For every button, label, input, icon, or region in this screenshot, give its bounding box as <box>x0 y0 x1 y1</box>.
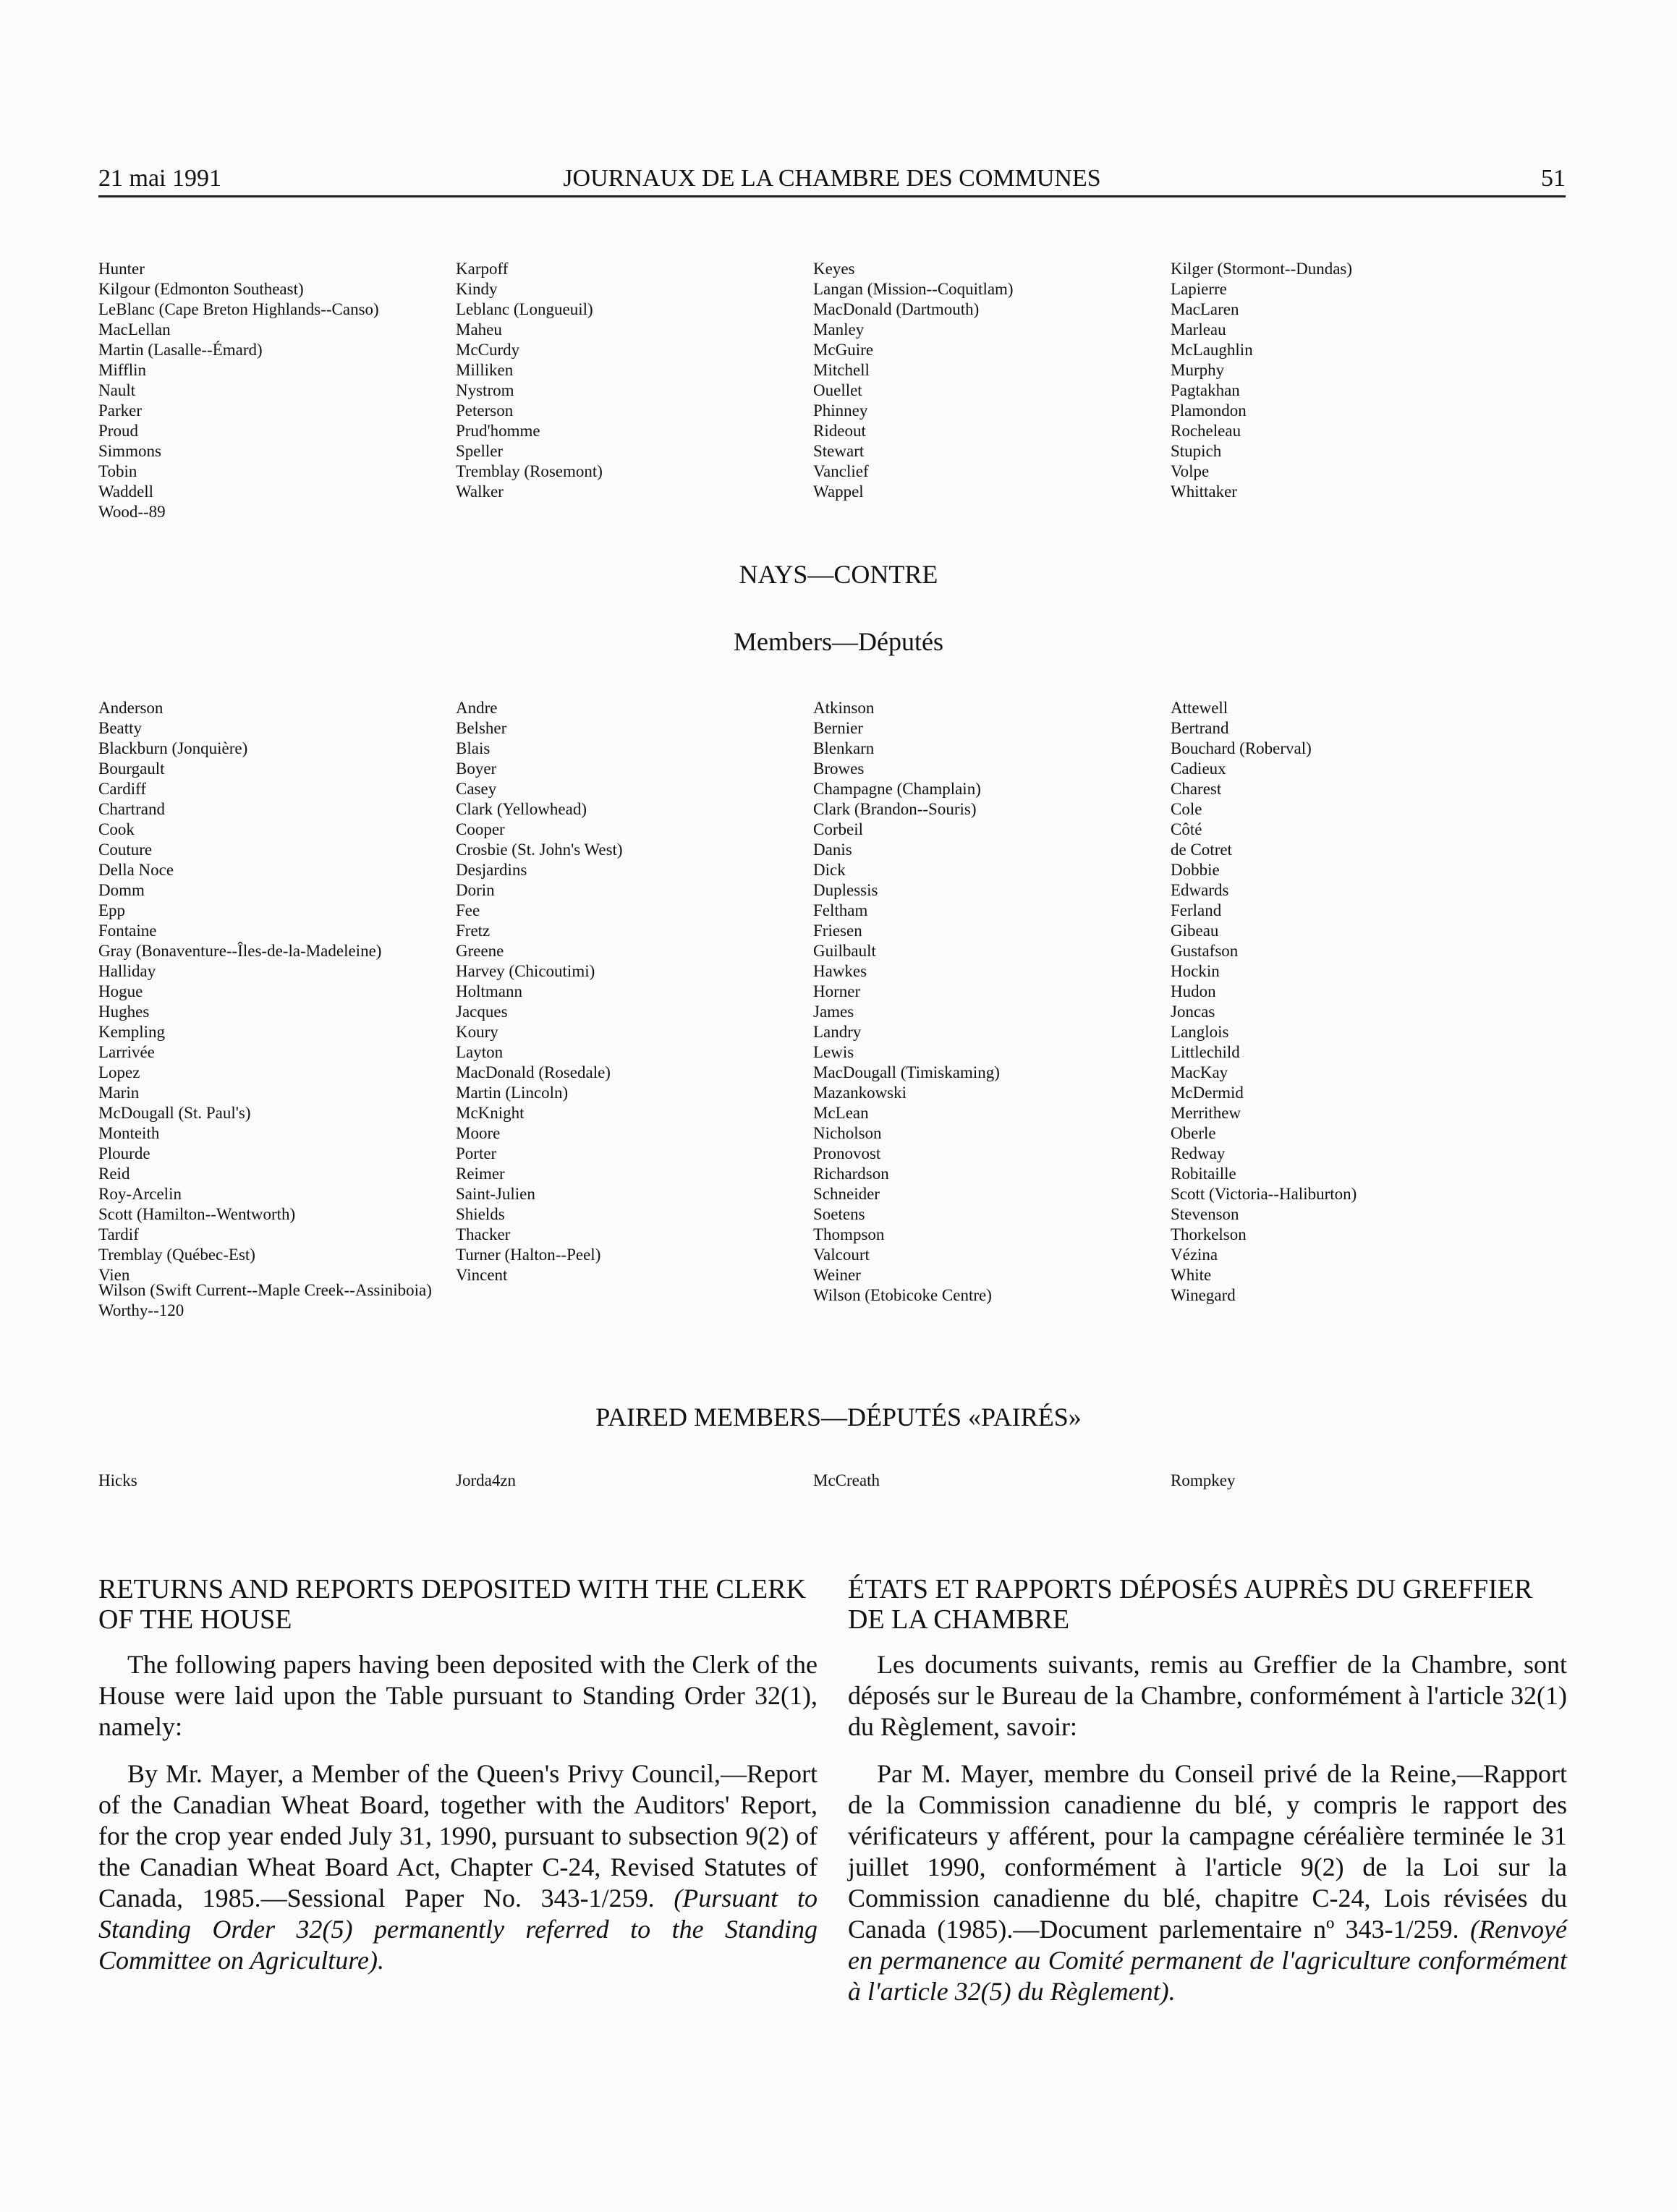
member-name: Thacker <box>456 1225 511 1243</box>
yeas-column <box>1171 259 1528 522</box>
member-name: Merrithew <box>1171 1104 1241 1122</box>
member-name: MacLellan <box>98 320 171 339</box>
member-name: Winegard <box>1171 1286 1236 1304</box>
member-name: Tremblay (Rosemont) <box>456 462 603 480</box>
member-name: Tremblay (Québec-Est) <box>98 1246 255 1264</box>
member-name: Keyes <box>813 260 855 278</box>
member-name: Horner <box>813 982 861 1000</box>
member-name: Cole <box>1171 800 1202 818</box>
english-report-text: By Mr. Mayer, a Member of the Queen's Privy Council,—Report of the Canadian Wheat Board, together with the Auditors' Report, for the crop year ended July 31, 1990, pursuant to subsection 9(2) of the Canadian Wheat Board Act, Chapter C-24, Revised Statutes of Canada, 1985.—Sessional Paper No. 343-1/259. <box>98 1759 818 1913</box>
english-column <box>98 1574 818 1992</box>
member-name: Schneider <box>813 1185 880 1203</box>
member-name: White <box>1171 1266 1212 1284</box>
member-name: Crosbie (St. John's West) <box>456 841 623 859</box>
member-name: McDougall (St. Paul's) <box>98 1104 251 1122</box>
member-name: Wappel <box>813 482 864 501</box>
english-report-paragraph <box>98 1758 818 1976</box>
member-name: Parker <box>98 401 143 420</box>
member-name: Larrivée <box>98 1043 155 1061</box>
member-name: McLean <box>813 1104 869 1122</box>
member-name: Epp <box>98 901 126 919</box>
member-name: Robitaille <box>1171 1165 1236 1183</box>
member-name: de Cotret <box>1171 841 1232 859</box>
member-name: Richardson <box>813 1165 889 1183</box>
paired-member: Rompkey <box>1171 1471 1236 1489</box>
member-name: Layton <box>456 1043 504 1061</box>
member-name: Clark (Yellowhead) <box>456 800 587 818</box>
member-name: Edwards <box>1171 881 1229 899</box>
member-name: Wood--89 <box>98 503 166 521</box>
member-name: Vien <box>98 1266 130 1284</box>
member-name: Friesen <box>813 922 862 940</box>
member-name: Langlois <box>1171 1023 1229 1041</box>
member-name: Ouellet <box>813 381 862 399</box>
member-name: Murphy <box>1171 361 1225 379</box>
member-name: Marin <box>98 1084 140 1102</box>
member-name: Boyer <box>456 760 497 778</box>
french-report-referral: (Renvoyé en permanence au Comité permanent de l'agriculture conformément à l'article 32(5) du Règlement). <box>848 1915 1567 2006</box>
member-name: Vézina <box>1171 1246 1218 1264</box>
member-name: Couture <box>98 841 153 859</box>
member-name: Langan (Mission--Coquitlam) <box>813 280 1014 298</box>
member-name: Fee <box>456 901 480 919</box>
paired-member: McCreath <box>813 1471 880 1489</box>
member-name: Chartrand <box>98 800 165 818</box>
member-name: Desjardins <box>456 861 527 879</box>
header-date: 21 mai 1991 <box>98 165 221 192</box>
member-name: Feltham <box>813 901 868 919</box>
member-name: Dorin <box>456 881 495 899</box>
nays-subheading: Members—Députés <box>734 627 943 656</box>
member-name: Prud'homme <box>456 422 540 440</box>
member-name: Whittaker <box>1171 482 1237 501</box>
french-intro-paragraph: Les documents suivants, remis au Greffier de la Chambre, sont déposés sur le Bureau de la Chambre, conformément à l'article 32(1) du Règlement, savoir: <box>848 1650 1567 1741</box>
member-name: Simmons <box>98 442 161 460</box>
member-name: Halliday <box>98 962 156 980</box>
member-name: Koury <box>456 1023 498 1041</box>
member-name: Gustafson <box>1171 942 1239 960</box>
member-name: Guilbault <box>813 942 876 960</box>
member-name: Nault <box>98 381 136 399</box>
member-name: Tardif <box>98 1225 139 1243</box>
member-name: Casey <box>456 780 497 798</box>
nays-list <box>98 698 1566 1306</box>
member-name: Proud <box>98 422 138 440</box>
page-number: 51 <box>1541 165 1566 192</box>
member-name: Reimer <box>456 1165 505 1183</box>
member-name: Wilson (Etobicoke Centre) <box>813 1286 992 1304</box>
member-name: Cook <box>98 820 135 838</box>
member-name: Hudon <box>1171 982 1216 1000</box>
member-name: Valcourt <box>813 1246 870 1264</box>
member-name: MacKay <box>1171 1063 1228 1081</box>
member-name: Harvey (Chicoutimi) <box>456 962 595 980</box>
nays-column <box>813 698 1171 1306</box>
yeas-continued-list <box>98 259 1566 522</box>
member-name: Waddell <box>98 482 154 501</box>
english-report-referral: (Pursuant to Standing Order 32(5) permanently referred to the Standing Committee on Agriculture). <box>98 1884 818 1975</box>
nays-column <box>456 698 813 1306</box>
member-name: Karpoff <box>456 260 509 278</box>
member-name: Bouchard (Roberval) <box>1171 739 1312 757</box>
member-name: Milliken <box>456 361 514 379</box>
member-name: Dick <box>813 861 846 879</box>
member-name: MacDonald (Rosedale) <box>456 1063 611 1081</box>
member-name: Hawkes <box>813 962 867 980</box>
member-name: Speller <box>456 442 504 460</box>
english-intro-paragraph: The following papers having been deposited with the Clerk of the House were laid upon the Table pursuant to Standing Order 32(1), namely: <box>98 1650 818 1741</box>
member-name: Côté <box>1171 820 1202 838</box>
member-name: Anderson <box>98 699 164 717</box>
member-name: Kempling <box>98 1023 165 1041</box>
member-name: Thompson <box>813 1225 885 1243</box>
member-name: McDermid <box>1171 1084 1244 1102</box>
paired-list <box>98 1471 1566 1490</box>
member-name: MacLaren <box>1171 300 1239 318</box>
member-name: Nystrom <box>456 381 514 399</box>
member-name: MacDougall (Timiskaming) <box>813 1063 1000 1081</box>
member-name: Stupich <box>1171 442 1222 460</box>
member-name: Danis <box>813 841 852 859</box>
french-report-paragraph <box>848 1758 1567 2007</box>
member-name: Kindy <box>456 280 498 298</box>
french-heading: ÉTATS ET RAPPORTS DÉPOSÉS AUPRÈS DU GREFFIER DE LA CHAMBRE <box>848 1574 1533 1635</box>
member-name: Moore <box>456 1124 501 1142</box>
member-name: Champagne (Champlain) <box>813 780 981 798</box>
member-name: Plamondon <box>1171 401 1247 420</box>
page-header <box>98 162 1566 197</box>
member-name: Phinney <box>813 401 868 420</box>
member-name: Gray (Bonaventure--Îles-de-la-Madeleine) <box>98 942 382 960</box>
member-name: Peterson <box>456 401 514 420</box>
member-name: Pronovost <box>813 1144 881 1162</box>
member-name: Jacques <box>456 1003 508 1021</box>
member-name: Browes <box>813 760 865 778</box>
member-name: Volpe <box>1171 462 1210 480</box>
member-name: Walker <box>456 482 504 501</box>
member-name: Kilgour (Edmonton Southeast) <box>98 280 304 298</box>
member-name: Bourgault <box>98 760 165 778</box>
member-name: Duplessis <box>813 881 878 899</box>
member-name: Porter <box>456 1144 497 1162</box>
member-name: Manley <box>813 320 865 339</box>
header-title: JOURNAUX DE LA CHAMBRE DES COMMUNES <box>563 165 1101 192</box>
member-name: Shields <box>456 1205 505 1223</box>
member-name: Fontaine <box>98 922 157 940</box>
member-name: Ferland <box>1171 901 1222 919</box>
member-name: Plourde <box>98 1144 150 1162</box>
member-name: Gibeau <box>1171 922 1219 940</box>
paired-heading: PAIRED MEMBERS—DÉPUTÉS «PAIRÉS» <box>595 1403 1082 1432</box>
member-name: Monteith <box>98 1124 160 1142</box>
member-name: Blenkarn <box>813 739 875 757</box>
member-name: Rocheleau <box>1171 422 1241 440</box>
member-name: Lewis <box>813 1043 854 1061</box>
member-name: Lopez <box>98 1063 140 1081</box>
member-name: Leblanc (Longueuil) <box>456 300 593 318</box>
yeas-column <box>98 259 456 522</box>
member-name: Redway <box>1171 1144 1226 1162</box>
member-name: Martin (Lincoln) <box>456 1084 569 1102</box>
member-name: Maheu <box>456 320 502 339</box>
yeas-column <box>456 259 813 522</box>
member-name: Oberle <box>1171 1124 1216 1142</box>
member-name: Landry <box>813 1023 862 1041</box>
member-name: Saint-Julien <box>456 1185 535 1203</box>
member-name: Littlechild <box>1171 1043 1240 1061</box>
member-name: Nicholson <box>813 1124 882 1142</box>
member-name: Stewart <box>813 442 865 460</box>
member-name: Reid <box>98 1165 130 1183</box>
member-name: Charest <box>1171 780 1222 798</box>
member-name: Attewell <box>1171 699 1228 717</box>
member-name: Pagtakhan <box>1171 381 1240 399</box>
member-name: Domm <box>98 881 145 899</box>
member-name: Marleau <box>1171 320 1226 339</box>
member-name: McLaughlin <box>1171 341 1253 359</box>
english-heading: RETURNS AND REPORTS DEPOSITED WITH THE CLERK OF THE HOUSE <box>98 1574 807 1635</box>
member-name: Cadieux <box>1171 760 1226 778</box>
nays-total-line: Worthy--120 <box>98 1301 184 1319</box>
member-name: Vincent <box>456 1266 508 1284</box>
member-name: Kilger (Stormont--Dundas) <box>1171 260 1353 278</box>
nays-column <box>1171 698 1528 1306</box>
member-name: Soetens <box>813 1205 865 1223</box>
member-name: Vanclief <box>813 462 869 480</box>
member-name: Dobbie <box>1171 861 1220 879</box>
member-name: Hughes <box>98 1003 150 1021</box>
member-name: Cooper <box>456 820 505 838</box>
member-name: Belsher <box>456 719 507 737</box>
member-name: Mitchell <box>813 361 870 379</box>
member-name: McCurdy <box>456 341 520 359</box>
member-name: Hunter <box>98 260 145 278</box>
member-name: Scott (Victoria--Haliburton) <box>1171 1185 1357 1203</box>
french-column <box>848 1574 1567 2023</box>
member-name: Hogue <box>98 982 143 1000</box>
member-name: Blackburn (Jonquière) <box>98 739 248 757</box>
member-name: Fretz <box>456 922 491 940</box>
member-name: Atkinson <box>813 699 875 717</box>
member-name: MacDonald (Dartmouth) <box>813 300 980 318</box>
member-name: James <box>813 1003 854 1021</box>
member-name: McKnight <box>456 1104 525 1122</box>
nays-column <box>98 698 456 1306</box>
member-name: McGuire <box>813 341 874 359</box>
member-name: Bernier <box>813 719 863 737</box>
member-name: Stevenson <box>1171 1205 1239 1223</box>
member-name: Tobin <box>98 462 137 480</box>
member-name: Greene <box>456 942 504 960</box>
paired-member: Hicks <box>98 1471 137 1489</box>
member-name: Joncas <box>1171 1003 1215 1021</box>
yeas-column <box>813 259 1171 522</box>
member-name: Della Noce <box>98 861 174 879</box>
member-name: Roy-Arcelin <box>98 1185 182 1203</box>
member-name: Cardiff <box>98 780 147 798</box>
member-name: Bertrand <box>1171 719 1229 737</box>
member-name: Beatty <box>98 719 143 737</box>
member-name: Weiner <box>813 1266 861 1284</box>
member-name: Holtmann <box>456 982 522 1000</box>
nays-last-line: Wilson (Swift Current--Maple Creek--Assiniboia) <box>98 1281 432 1299</box>
paired-member: Jorda4zn <box>456 1471 517 1489</box>
member-name: LeBlanc (Cape Breton Highlands--Canso) <box>98 300 379 318</box>
member-name: Blais <box>456 739 491 757</box>
french-report-text: Par M. Mayer, membre du Conseil privé de la Reine,—Rapport de la Commission canadienne du blé, y compris le rapport des vérificateurs y afférent, pour la campagne céréalière terminée le 31 juillet 1990, conformément à l'article 9(2) de la Loi sur la Commission canadienne du blé, chapitre C-24, Lois révisées du Canada (1985).—Document parlementaire nº 343-1/259. <box>848 1759 1567 1944</box>
member-name: Martin (Lasalle--Émard) <box>98 341 263 359</box>
member-name: Corbeil <box>813 820 863 838</box>
member-name: Hockin <box>1171 962 1220 980</box>
member-name: Scott (Hamilton--Wentworth) <box>98 1205 296 1223</box>
nays-heading: NAYS—CONTRE <box>739 560 938 589</box>
member-name: Turner (Halton--Peel) <box>456 1246 601 1264</box>
member-name: Clark (Brandon--Souris) <box>813 800 977 818</box>
member-name: Rideout <box>813 422 866 440</box>
member-name: Mazankowski <box>813 1084 907 1102</box>
member-name: Thorkelson <box>1171 1225 1247 1243</box>
member-name: Mifflin <box>98 361 147 379</box>
member-name: Lapierre <box>1171 280 1227 298</box>
member-name: Andre <box>456 699 498 717</box>
